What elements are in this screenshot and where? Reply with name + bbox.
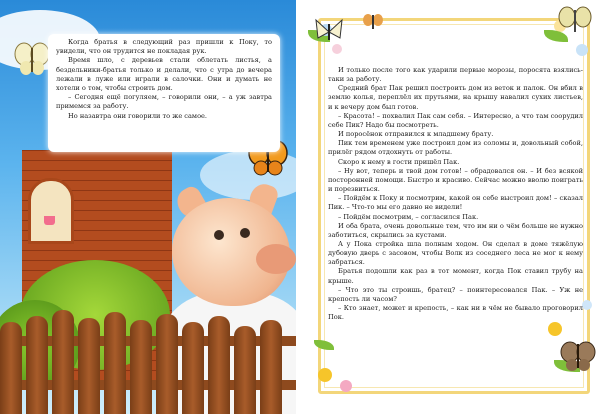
paragraph: И оба брата, очень довольные тем, что им ни о чём больше не нужно заботиться, скрылись за кустами. <box>328 221 583 239</box>
left-text-box <box>48 34 280 152</box>
fence-plank <box>234 326 256 414</box>
flower-icon <box>582 300 592 310</box>
pig-eye <box>214 230 224 240</box>
fence-plank <box>156 314 178 414</box>
butterfly-icon <box>560 340 596 372</box>
fence-plank <box>52 310 74 414</box>
fence-plank <box>260 320 282 414</box>
paragraph: – Пойдём к Поку и посмотрим, какой он себе выстроил дом! – сказал Пик. – Что-то мы его давно не видели! <box>328 194 583 212</box>
fence-plank <box>208 316 230 414</box>
pig-eye <box>240 228 250 238</box>
paragraph: И поросёнок отправился к младшему брату. <box>338 130 494 139</box>
left-page <box>0 0 296 414</box>
paragraph: Братья подошли как раз в тот момент, когда Пок ставил трубу на крыше. <box>328 267 583 285</box>
fence-plank <box>182 322 204 414</box>
butterfly-icon <box>14 42 50 76</box>
fence-plank <box>0 322 22 414</box>
paragraph: – Красота! – похвалил Пак сам себя. – Интересно, а что там соорудил себе Пик? Надо бы посмотреть. <box>328 111 583 129</box>
paragraph: – Ну вот, теперь и твой дом готов! – обрадовался он. – И без всякой посторонней помощи. Быстро и красиво. Сейчас можно вволю поиграть и порезвиться. <box>328 166 583 194</box>
paragraph: – Пойдём посмотрим, – согласился Пак. <box>338 212 479 221</box>
flower-icon <box>340 380 352 392</box>
butterfly-icon <box>558 6 592 36</box>
paragraph: А у Пока стройка шла полным ходом. Он сделал в доме тяжёлую дубовую дверь с засовом, чтобы Волк из соседнего леса не мог к нему забраться. <box>328 239 583 267</box>
paragraph: Пик тем временем уже построил дом из соломы и, довольный собой, прилёг рядом отдохнуть от работы. <box>328 139 583 157</box>
paragraph: – Что это ты строишь, братец? – поинтересовался Пак. – Уж не крепость ли часом? <box>328 285 583 303</box>
fence-plank <box>130 320 152 414</box>
paragraph: – Сегодня ещё погуляем, – говорили они, – а уж завтра примемся за работу. <box>56 93 272 111</box>
paragraph: И только после того как ударили первые морозы, поросята взялись-таки за работу. <box>328 66 583 84</box>
paragraph: Средний брат Пак решил построить дом из веток и палок. Он вбил в землю колья, переплёл их прутьями, на крышу навалил сухих листьев, и к вечеру дом был готов. <box>328 84 583 111</box>
cup-icon <box>44 216 55 225</box>
fence-plank <box>26 316 48 414</box>
fence-plank <box>78 318 100 414</box>
butterfly-icon <box>314 18 344 46</box>
paragraph: – Кто знает, может и крепость, – как ни в чём не бывало проговорил Пок. <box>328 304 583 322</box>
pig-snout <box>256 244 296 274</box>
flower-icon <box>548 322 562 336</box>
right-page <box>304 0 600 414</box>
paragraph: Скоро к нему в гости пришёл Пак. <box>338 157 460 166</box>
house-window <box>28 178 74 244</box>
paragraph: Когда братья в следующий раз пришли к Поку, то увидели, что он трудится не покладая рук. <box>56 38 272 56</box>
right-text-column <box>328 66 583 322</box>
paragraph: Время шло, с деревьев стали облетать листья, а бездельники-братья только и делали, что с утра до вечера лежали в луже или играли в салочки. Они и думать не хотели о том, чтобы строить дом. <box>56 56 272 93</box>
flower-icon <box>318 368 332 382</box>
paragraph: Но назавтра они говорили то же самое. <box>68 111 208 120</box>
flower-icon <box>576 44 588 56</box>
butterfly-icon <box>362 12 384 32</box>
fence-plank <box>104 312 126 414</box>
